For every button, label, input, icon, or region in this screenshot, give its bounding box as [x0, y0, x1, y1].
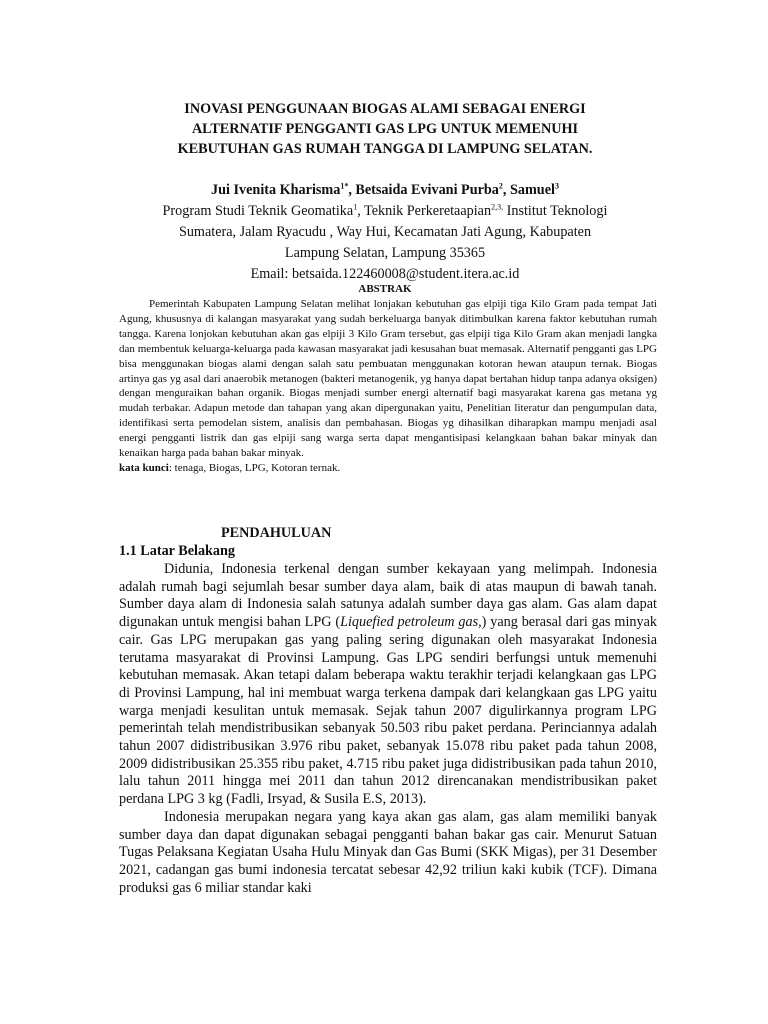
- subsection-heading: 1.1 Latar Belakang: [119, 543, 236, 559]
- author-names: Jui Ivenita Kharisma$^{1*}$, Betsaida Evivani Purba$^2$, Samuel$^3$: [211, 181, 559, 198]
- author-2-sup: 2: [498, 181, 503, 191]
- paragraph-2: Indonesia merupakan negara yang kaya akan gas alam, gas alam memiliki banyak sumber daya dan dapat digunakan sebagai pengganti bahan bakar gas cair. Menurut Satuan Tugas Pelaksana Kegiatan Usaha Hulu Minyak dan Gas Bumi (SKK Migas), per 31 Desember 2021, cadangan gas bumi indonesia tercatat sebesar 42,92 triliun kaki kubik (TCF). Dimana produksi gas 6 miliar standar kaki: [119, 808, 657, 896]
- affiliation-1-sup: 1: [353, 202, 358, 212]
- paragraph-1-part-b: ) yang berasal dari gas minyak cair. Gas LPG merupakan gas yang paling sering digunakan oleh masyarakat Indonesia terutama masyarakat di Provinsi Lampung. Gas LPG sendiri berfungsi untuk memenuhi kebutuhan memasak. Akan tetapi dalam beberapa waktu terakhir terjadi kelangkaan gas LPG di Provinsi Lampung, hal ini membuat warga terkena dampak dari kelangkaan gas LPG yaitu warga menjadi kesulitan untuk memasak. Sejak tahun 2007 digulirkannya program LPG pemerintah telah mendistribusikan sebanyak 50.503 ribu paket perdana. Perinciannya adalah tahun 2007 didistribusikan 3.976 ribu paket, sebanyak 15.078 ribu paket pada tahun 2008, 2009 didistribusikan 25.355 ribu paket, 4.715 ribu paket juga didistribusikan pada tahun 2010, lalu tahun 2011 hingga mei 2011 dan tahun 2012 direncanakan mendistribusikan paket perdana LPG 3 kg (Fadli, Irsyad, & Susila E.S, 2013).: [119, 614, 657, 808]
- author-3-sup: 3: [554, 181, 559, 191]
- abstract-heading: ABSTRAK: [358, 283, 412, 295]
- keywords-label: kata kunci: [119, 461, 169, 474]
- affiliation-line-3: Lampung Selatan, Lampung 35365: [284, 245, 486, 261]
- body-text: [119, 561, 657, 897]
- affiliation-2: Teknik Perkeretaapian: [364, 203, 492, 219]
- title-line-1: INOVASI PENGGUNAAN BIOGAS ALAMI SEBAGAI ENERGI: [184, 101, 586, 117]
- paragraph-1: [119, 561, 657, 809]
- abstract-text: Pemerintah Kabupaten Lampung Selatan melihat lonjakan kebutuhan gas elpiji tiga Kilo Gram pada tempat Jati Agung, khususnya di kalangan masyarakat yang sudah berkeluarga banyak ditimbulkan karena faktor kebutuhan rumah tangga. Karena lonjokan kebutuhan akan gas elpiji 3 Kilo Gram tersebut, gas elpiji tiga Kilo Gram akan menjadi langka dan membentuk keluarga-keluarga pada kawasan masyarakat jadi kesusahan buat memasak. Alternatif pengganti gas LPG bisa menggunakan biogas alami dengan salah satu pembuatan menggunakan kotoran hewan ataupun ternak. Biogas artinya gas yg asal dari anaerobik metanogen (bakteri metanogenik, yg hanya dapat bertahan hidup tanpa adanya oksigen) dengan menguraikan bahan organik. Biogas menjadi sumber energi alternatif bagi masyarakat karena gas metana yg mudah terbakar. Adapun metode dan tahapan yang akan dipergunakan yaitu, Penelitian literatur dan pengumpulan data, identifikasi serta pemodelan sistem, analisis dan pembahasan. Biogas yg dihasilkan diharapkan mampu menjadi asal energi pengganti listrik dan gas elpiji sang warga serta dapat mengantisipasi kelangkaan bahan bakar minyak dan kenaikan harga pada bahan bakar minyak.: [119, 298, 657, 460]
- affiliation-line-2: Sumatera, Jalam Ryacudu , Way Hui, Kecamatan Jati Agung, Kabupaten: [178, 224, 592, 240]
- paper-title: [150, 99, 620, 159]
- author-3: Samuel: [510, 182, 555, 198]
- paragraph-1-italic: Liquefied petroleum gas,: [340, 614, 482, 631]
- affiliation-institute: Institut Teknologi: [506, 203, 608, 219]
- section-heading: PENDAHULUAN: [221, 525, 332, 541]
- title-line-2: ALTERNATIF PENGGANTI GAS LPG UNTUK MEMENUHI: [191, 121, 579, 137]
- keywords-line: [119, 461, 657, 476]
- title-line-3: KEBUTUHAN GAS RUMAH TANGGA DI LAMPUNG SELATAN.: [177, 141, 593, 157]
- author-block: [120, 180, 650, 285]
- author-1-sup: 1*: [340, 181, 349, 191]
- author-1: Jui Ivenita Kharisma: [211, 182, 341, 198]
- abstract-body: [119, 297, 657, 476]
- affiliation-1: Program Studi Teknik Geomatika: [162, 203, 354, 219]
- author-email: Email: betsaida.122460008@student.itera.ac.id: [250, 266, 520, 282]
- author-2: Betsaida Evivani Purba: [355, 182, 499, 198]
- paragraph-1-part-a: Didunia, Indonesia terkenal dengan sumber kekayaan yang melimpah. Indonesia adalah rumah bagi sejumlah besar sumber daya alam, baik di atas maupun di bawah tanah. Sumber daya alam di Indonesia salah satunya adalah sumber daya gas alam. Gas alam dapat digunakan untuk mengisi bahan LPG (: [119, 561, 657, 631]
- affiliation-2-sup: 2,3,: [491, 202, 504, 212]
- affiliation-line-1: Program Studi Teknik Geomatika$^1$, Teknik Perkeretaapian$^{2,3,}$ Institut Teknologi: [162, 202, 608, 219]
- keywords-text: : tenaga, Biogas, LPG, Kotoran ternak.: [168, 461, 341, 474]
